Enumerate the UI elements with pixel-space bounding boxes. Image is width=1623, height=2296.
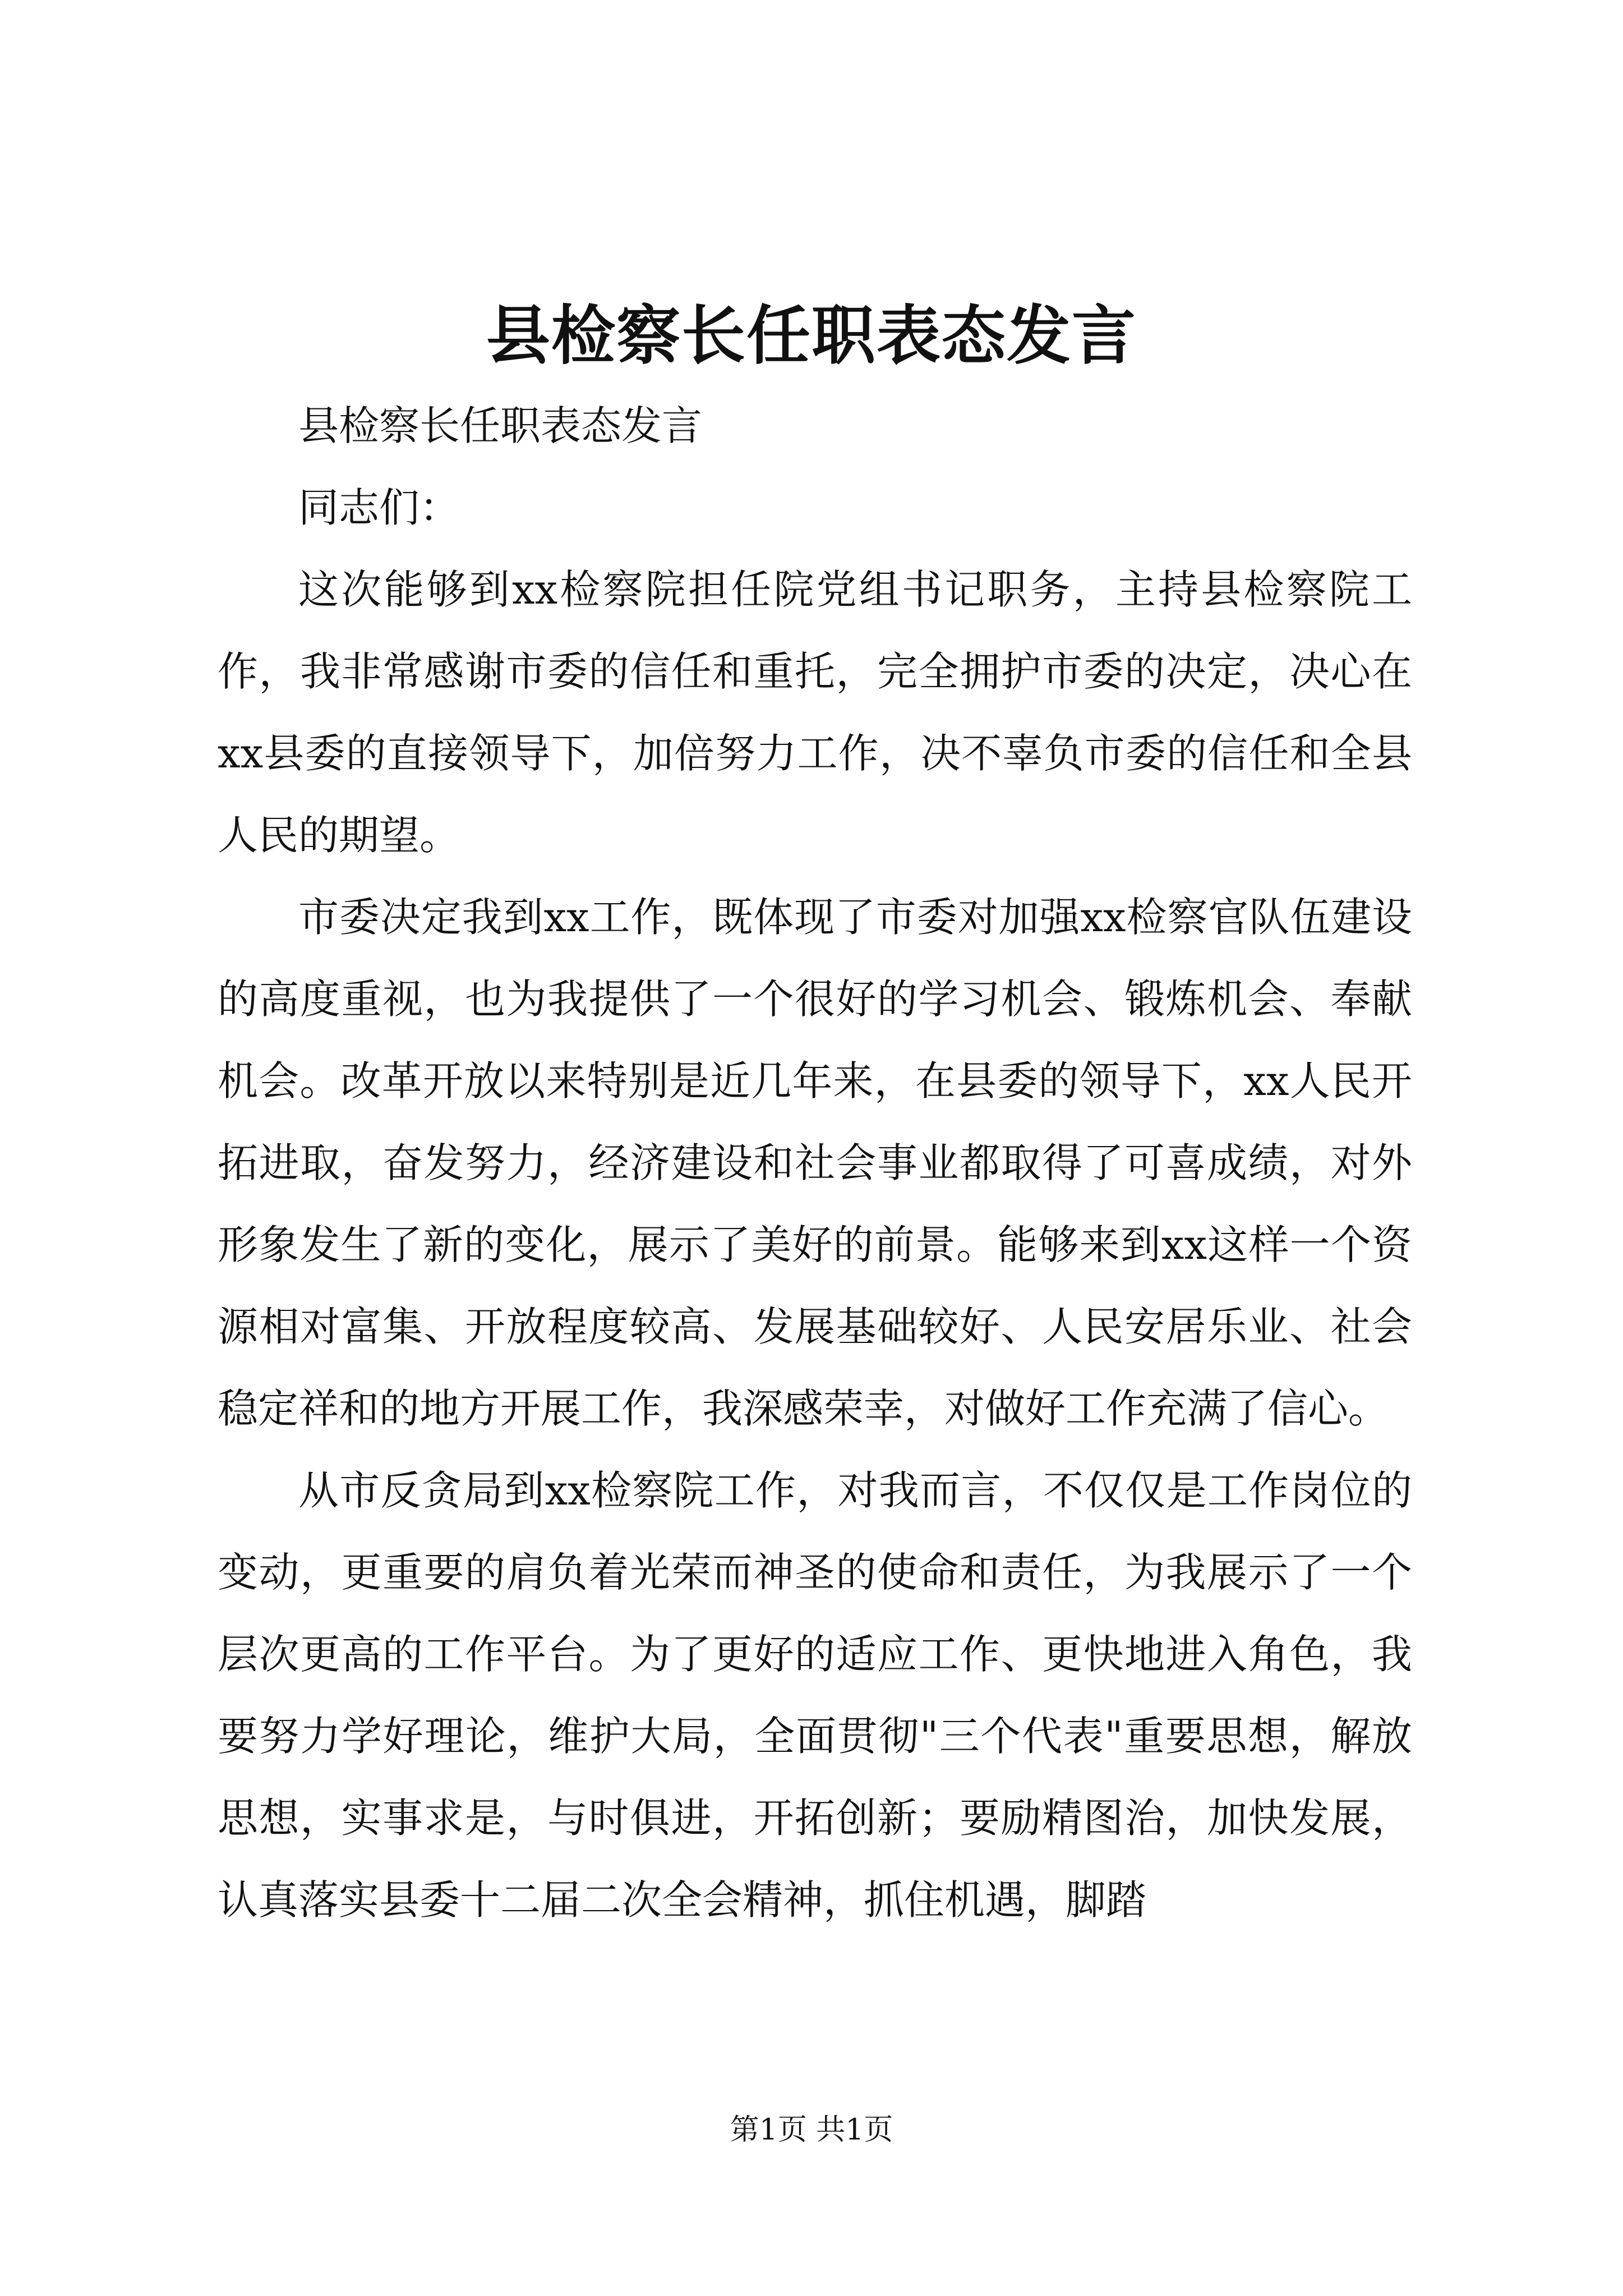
document-title: 县检察长任职表态发言	[486, 298, 1137, 373]
paragraph: 从市反贪局到xx检察院工作，对我而言，不仅仅是工作岗位的变动，更重要的肩负着光荣而神圣的使命和责任，为我展示了一个层次更高的工作平台。为了更好的适应工作、更快地进入角色，我要努力学好理论，维护大局，全面贯彻"三个代表"重要思想，解放思想，实事求是，与时俱进，开拓创新；要励精图治，加快发展，认真落实县委十二届二次全会精神，抓住机遇，脚踏	[218, 1467, 1412, 1924]
paragraph: 这次能够到xx检察院担任院党组书记职务，主持县检察院工作，我非常感谢市委的信任和重托，完全拥护市委的决定，决心在xx县委的直接领导下，加倍努力工作，决不辜负市委的信任和全县人民的期望。	[218, 566, 1412, 859]
page-footer: 第1页 共1页	[730, 2113, 893, 2147]
paragraph-salutation: 同志们：	[298, 484, 460, 531]
document-body	[218, 385, 1412, 1941]
paragraph: 市委决定我到xx工作，既体现了市委对加强xx检察官队伍建设的高度重视，也为我提供了一个很好的学习机会、锻炼机会、奉献机会。改革开放以来特别是近几年来，在县委的领导下，xx人民开拓进取，奋发努力，经济建设和社会事业都取得了可喜成绩，对外形象发生了新的变化，展示了美好的前景。能够来到xx这样一个资源相对富集、开放程度较高、发展基础较好、人民安居乐业、社会稳定祥和的地方开展工作，我深感荣幸，对做好工作充满了信心。	[218, 894, 1412, 1432]
paragraph-heading: 县检察长任职表态发言	[298, 402, 703, 449]
